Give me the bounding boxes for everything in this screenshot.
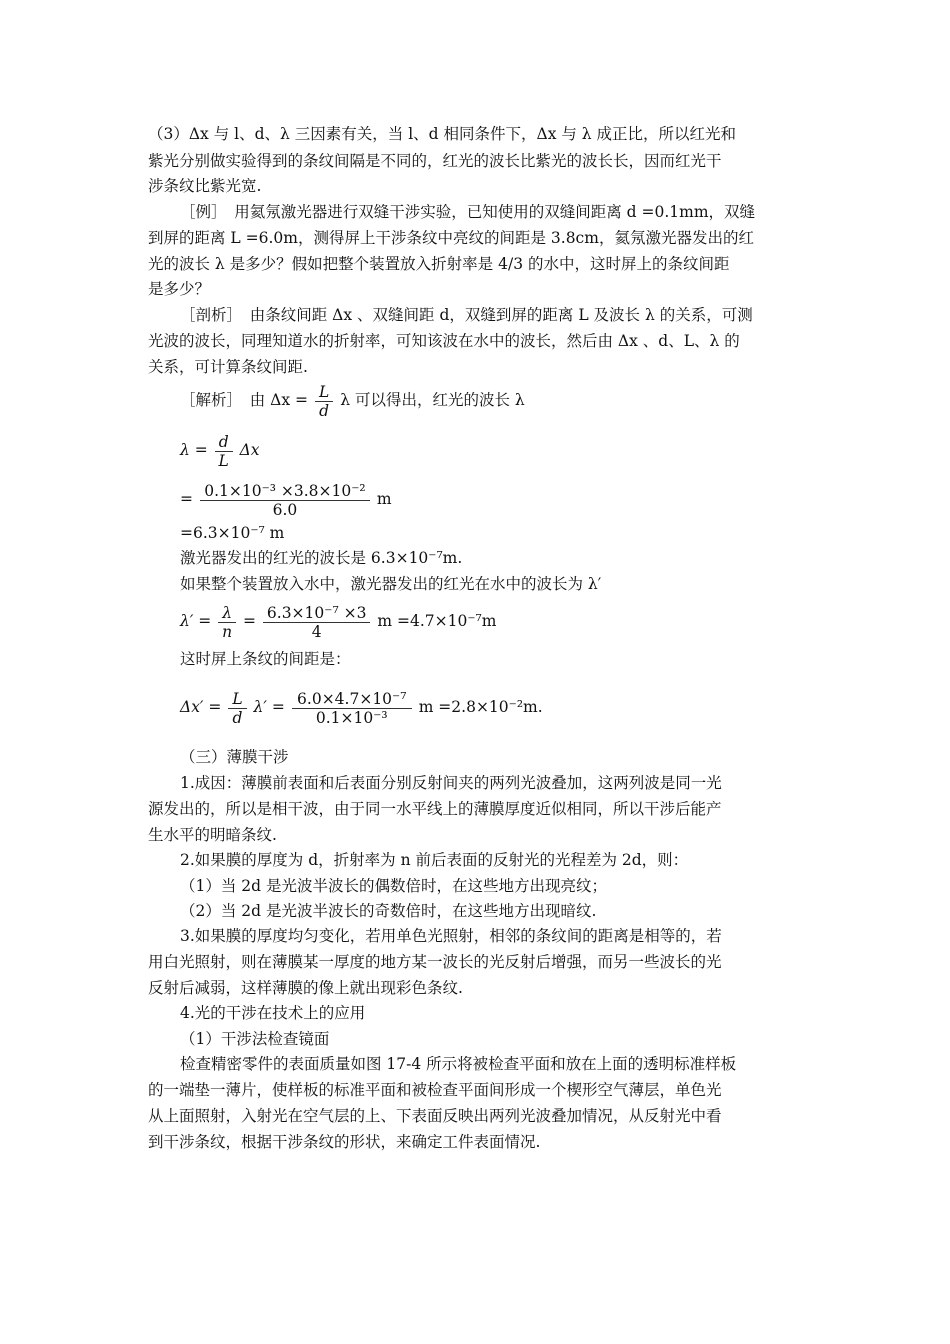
fraction-denominator: d: [319, 401, 330, 420]
fraction-substitution: [200, 482, 370, 519]
eq4-lhs: λ′ =: [180, 612, 212, 630]
fraction-denominator: 6.0: [272, 500, 298, 519]
eq1-rhs: Δx: [239, 441, 260, 459]
fraction-numerator: λ: [218, 604, 236, 623]
section3-p2a: （1）当 2d 是光波半波长的偶数倍时，在这些地方出现亮纹；: [180, 877, 608, 895]
fraction-denominator: d: [232, 708, 243, 727]
equation-fringe-spacing: [180, 682, 543, 732]
fraction-numerator: 6.3×10⁻⁷ ×3: [263, 604, 371, 623]
eq5-mid: λ′ =: [253, 698, 285, 716]
eq5-lhs: Δx′ =: [180, 698, 222, 716]
section3-p1-line1: 1.成因：薄膜前表面和后表面分别反射间夹的两列光波叠加，这两列波是同一光: [180, 774, 722, 792]
solution-intro-text-b: λ 可以得出，红光的波长 λ: [340, 391, 525, 409]
analysis-line3: 关系，可计算条纹间距.: [148, 358, 308, 376]
result-line2: 如果整个装置放入水中，激光器发出的红光在水中的波长为 λ′: [180, 575, 602, 593]
analysis-line1: ［剖析］ 由条纹间距 Δx 、双缝间距 d，双缝到屏的距离 L 及波长 λ 的关系，可测: [180, 306, 753, 324]
para1-line2: 紫光分别做实验得到的条纹间隔是不同的，红光的波长比紫光的波长长，因而红光干: [148, 152, 722, 170]
analysis-line2: 光波的波长，同理知道水的折射率，可知该波在水中的波长，然后由 Δx 、d、L、λ 的: [148, 332, 740, 350]
section3-p5-line1: 检查精密零件的表面质量如图 17-4 所示将被检查平面和放在上面的透明标准样板: [180, 1055, 737, 1073]
eq2-unit: m: [376, 490, 392, 508]
section3-p5-line3: 从上面照射，入射光在空气层的上、下表面反映出两列光波叠加情况，从反射光中看: [148, 1107, 722, 1125]
section3-p2b: （2）当 2d 是光波半波长的奇数倍时，在这些地方出现暗纹.: [180, 902, 597, 920]
fraction-numerator: L: [315, 383, 333, 402]
section3-p3-line2: 用白光照射，则在薄膜某一厚度的地方某一波长的光反射后增强，而另一些波长的光: [148, 953, 722, 971]
fraction-lambda-over-n: [218, 604, 236, 641]
fraction-L-over-d: [228, 690, 246, 727]
equation-substitution: [180, 476, 392, 522]
equation-water-wavelength: [180, 598, 496, 644]
para1-line1: （3）Δx 与 l、d、λ 三因素有关，当 l、d 相同条件下，Δx 与 λ 成正比，所以红光和: [148, 125, 737, 143]
section3-p1-line2: 源发出的，所以是相干波，由于同一水平线上的薄膜厚度近似相同，所以干涉后能产: [148, 800, 722, 818]
section3-p5-line4: 到干涉条纹，根据干涉条纹的形状，来确定工件表面情况.: [148, 1133, 541, 1151]
eq2-equals: =: [180, 490, 193, 508]
section3-p4: 4.光的干涉在技术上的应用: [180, 1004, 366, 1022]
fraction-numerator: d: [215, 433, 233, 452]
fraction-numerator: 0.1×10⁻³ ×3.8×10⁻²: [200, 482, 370, 501]
fraction-denominator: L: [218, 451, 229, 470]
result-line3: 这时屏上条纹的间距是：: [180, 650, 351, 668]
section3-p4a: （1）干涉法检查镜面: [180, 1030, 330, 1048]
equation-lambda: [180, 428, 260, 472]
para1-line3: 涉条纹比紫光宽.: [148, 177, 262, 195]
eq1-lhs: λ =: [180, 441, 208, 459]
example-line3: 光的波长 λ 是多少？假如把整个装置放入折射率是 4/3 的水中，这时屏上的条纹间距: [148, 255, 730, 273]
section3-p3-line1: 3.如果膜的厚度均匀变化，若用单色光照射，相邻的条纹间的距离是相等的，若: [180, 927, 722, 945]
eq4-equals: =: [242, 612, 256, 630]
example-line4: 是多少？: [148, 280, 211, 298]
example-line1: ［例］ 用氦氖激光器进行双缝干涉实验，已知使用的双缝间距离 d =0.1mm，双缝: [180, 203, 756, 221]
fraction-L-over-d: [315, 383, 333, 420]
equation-result: =6.3×10⁻⁷ m: [180, 524, 285, 542]
example-line2: 到屏的距离 L =6.0m，测得屏上干涉条纹中亮纹的间距是 3.8cm，氦氖激光器发出的红: [148, 229, 754, 247]
section-title: （三）薄膜干涉: [180, 748, 289, 766]
eq5-tail: m =2.8×10⁻²m.: [418, 698, 543, 716]
fraction-denominator: n: [222, 622, 233, 641]
fraction-numerator: 6.0×4.7×10⁻⁷: [292, 690, 412, 709]
section3-p1-line3: 生水平的明暗条纹.: [148, 826, 277, 844]
fraction-numerator: L: [228, 690, 246, 709]
fraction-denominator: 0.1×10⁻³: [315, 708, 388, 727]
section3-p5-line2: 的一端垫一薄片，使样板的标准平面和被检查平面间形成一个楔形空气薄层，单色光: [148, 1081, 722, 1099]
fraction-fringe-substitution: [292, 690, 412, 727]
eq4-tail: m =4.7×10⁻⁷m: [377, 612, 497, 630]
result-line1: 激光器发出的红光的波长是 6.3×10⁻⁷m.: [180, 549, 463, 567]
fraction-denominator: 4: [311, 622, 322, 641]
section3-p2: 2.如果膜的厚度为 d，折射率为 n 前后表面的反射光的光程差为 2d，则：: [180, 851, 689, 869]
fraction-d-over-L: [215, 433, 233, 470]
solution-intro-text-a: ［解析］ 由 Δx =: [180, 391, 309, 409]
fraction-water-substitution: [263, 604, 371, 641]
solution-intro: [180, 378, 525, 422]
section3-p3-line3: 反射后减弱，这样薄膜的像上就出现彩色条纹.: [148, 979, 463, 997]
